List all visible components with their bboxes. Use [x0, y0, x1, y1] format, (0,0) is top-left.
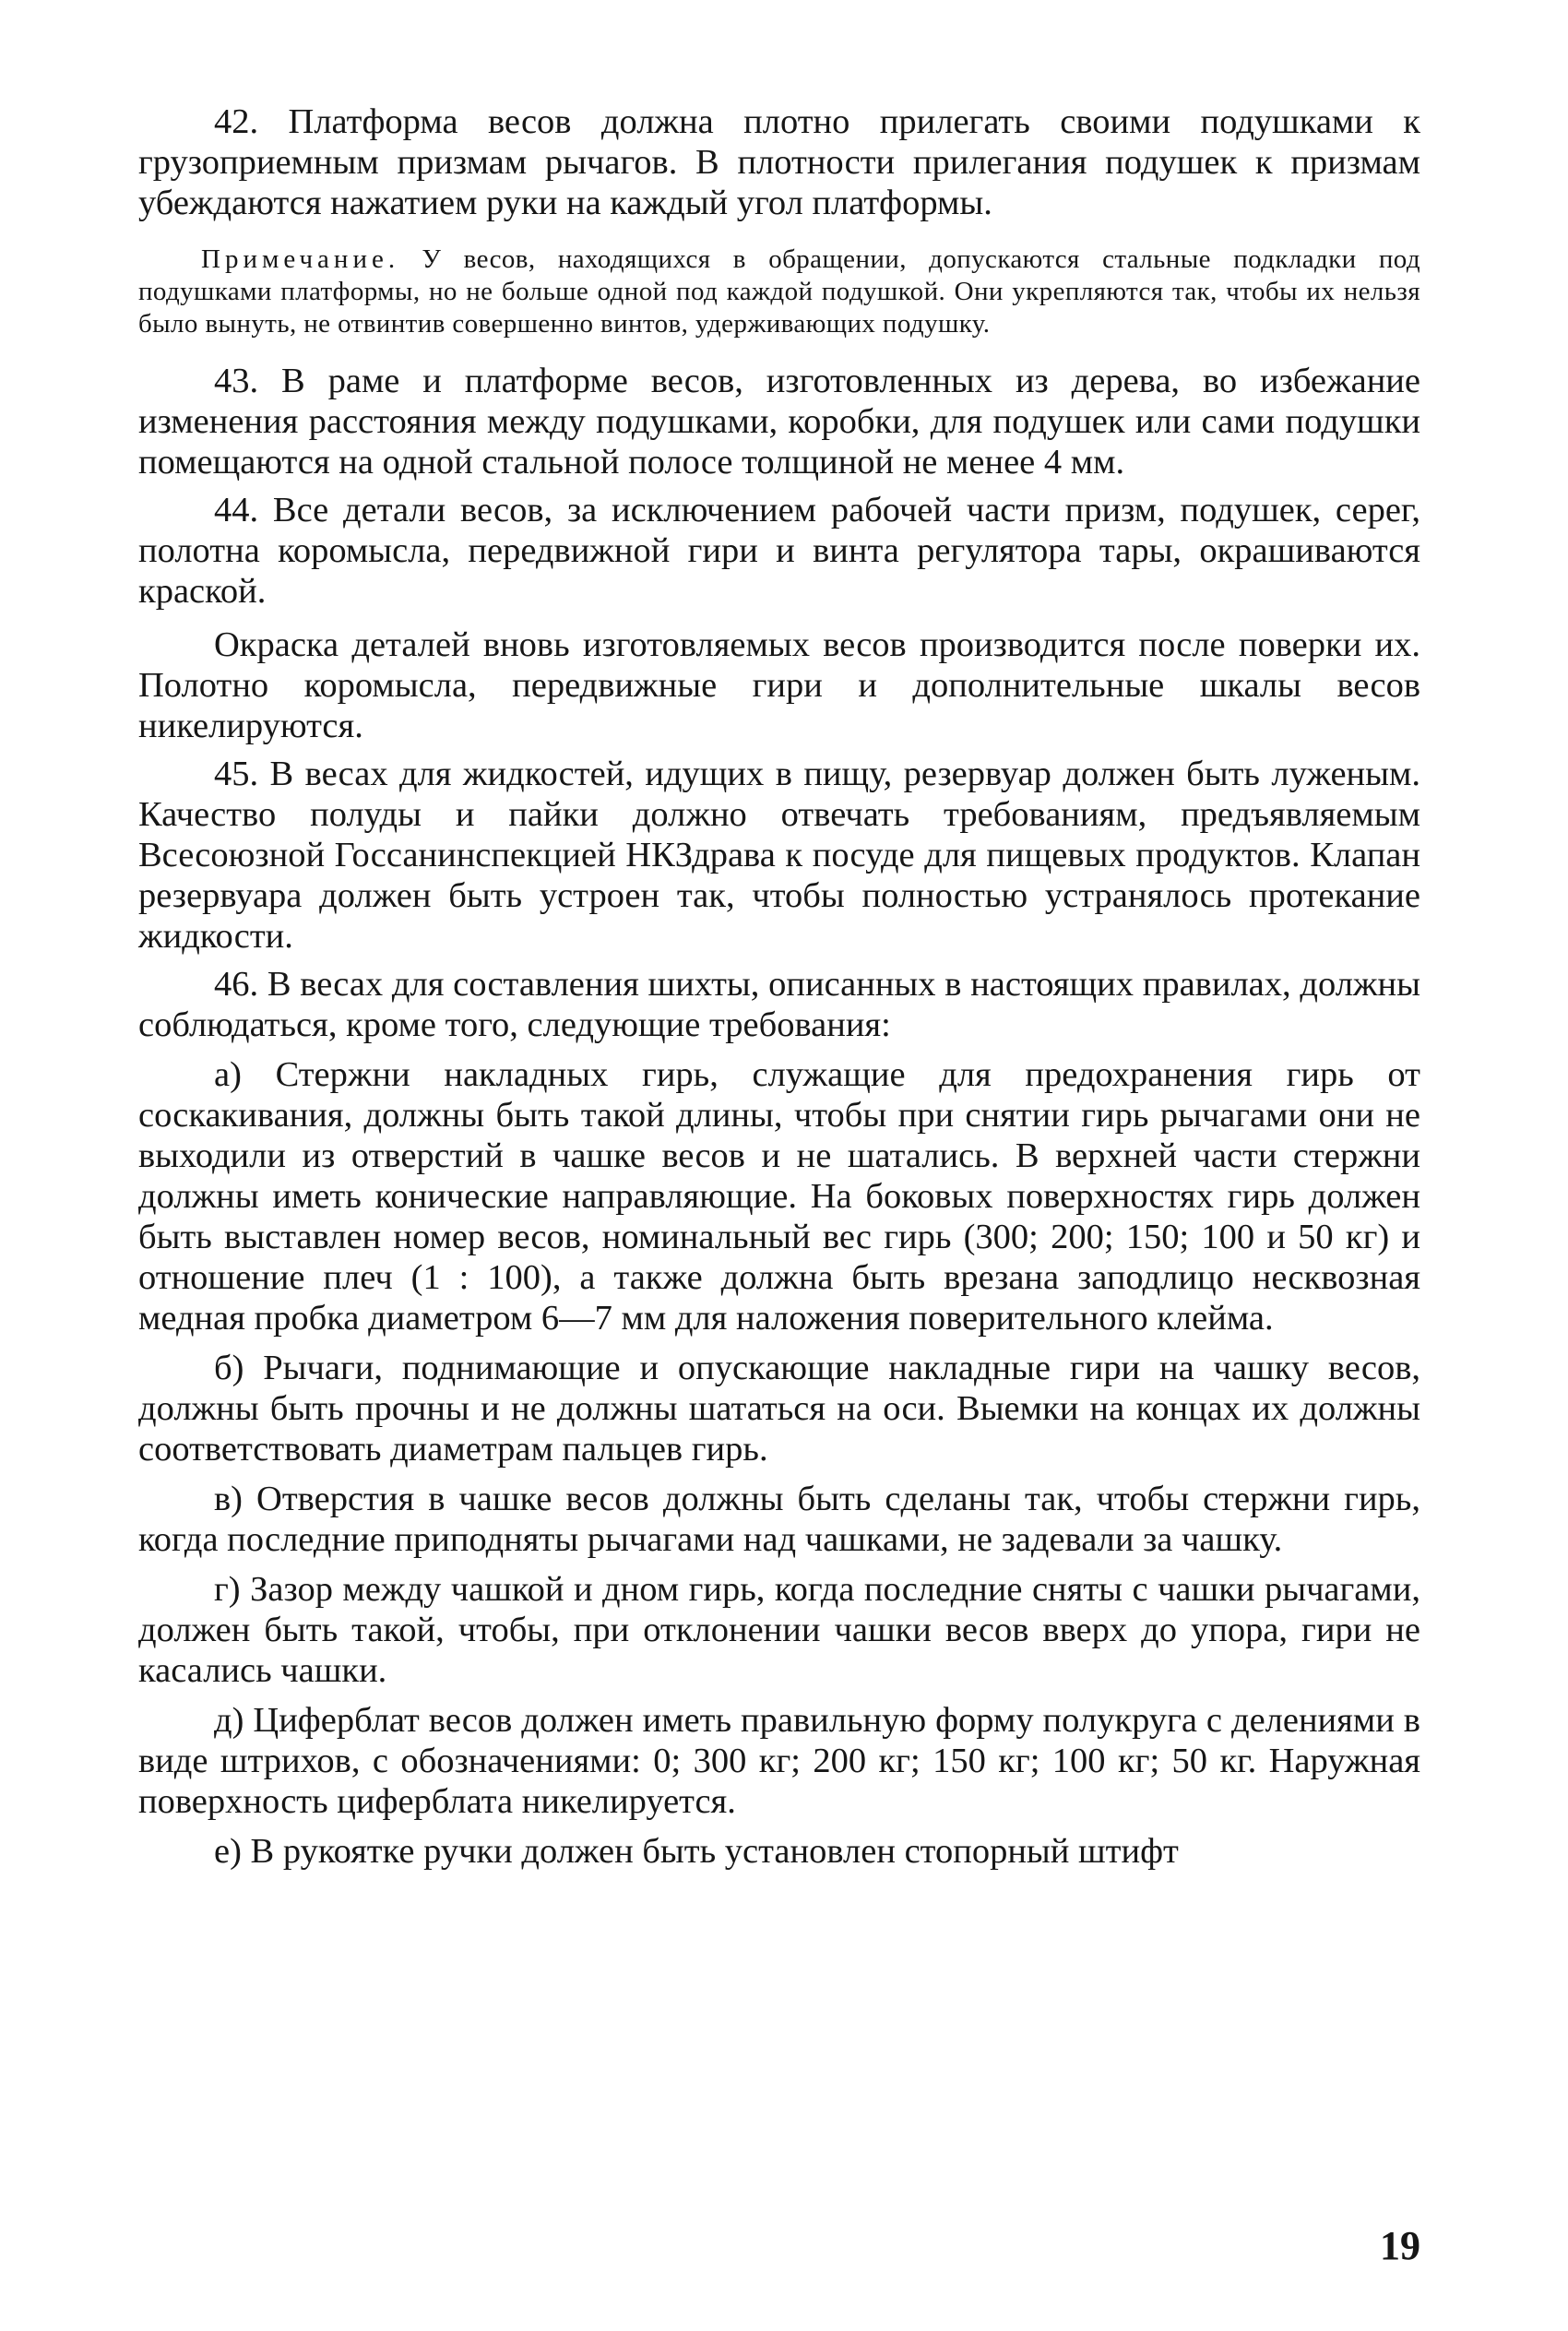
- note: [138, 244, 1420, 340]
- paragraph-45: 45. В весах для жидкостей, идущих в пищу, резервуар должен быть луженым. Качество полуды и пайки должно отвечать требованиям, предъявляемым Всесоюзной Госсанинспекцией НКЗдрава к посуде для пищевых продуктов. Клапан резервуара должен быть устроен так, чтобы полностью устранялось протекание жидкости.: [138, 755, 1420, 956]
- paragraph-43: 43. В раме и платформе весов, изготовленных из дерева, во избежание изменения расстояния между подушками, коробки, для подушек или сами подушки помещаются на одной стальной полосе толщиной не менее 4 мм.: [138, 362, 1420, 482]
- paragraph-46: 46. В весах для составления шихты, описанных в настоящих правилах, должны соблюдаться, кроме того, следующие требования:: [138, 965, 1420, 1044]
- paragraph-46-e: д) Циферблат весов должен иметь правильную форму полукруга с делениями в виде штрихов, с обозначениями: 0; 300 кг; 200 кг; 150 кг; 100 кг; 50 кг. Наружная поверхность циферблата никелируется.: [138, 1701, 1420, 1821]
- paragraph-46-f: е) В рукоятке ручки должен быть установлен стопорный штифт: [214, 1832, 1179, 1871]
- paragraph-44: 44. Все детали весов, за исключением рабочей части призм, подушек, серег, полотна коромысла, передвижной гири и винта регулятора тары, окрашиваются краской.: [138, 491, 1420, 611]
- paragraph-46-a: а) Стержни накладных гирь, служащие для предохранения гирь от соскакивания, должны быть такой длины, чтобы при снятии гирь рычагами они не выходили из отверстий в чашке весов и не шатались. В верхней части стержни должны иметь конические направляющие. На боковых поверхностях гирь должен быть выставлен номер весов, номинальный вес гирь (300; 200; 150; 100 и 50 кг) и отношение плеч (1 : 100), а также должна быть врезана заподлицо несквозная медная пробка диаметром 6—7 мм для наложения поверительного клейма.: [138, 1055, 1420, 1338]
- note-text: У весов, находящихся в обращении, допускаются стальные подкладки под подушками платформы, но не больше одной под каждой подушкой. Они укрепляются так, чтобы их нельзя было вынуть, не отвинтив совершенно винтов, удерживающих подушку.: [138, 244, 1420, 339]
- paragraph-46-b: б) Рычаги, поднимающие и опускающие накладные гири на чашку весов, должны быть прочны и не должны шататься на оси. Выемки на концах их должны соответствовать диаметрам пальцев гирь.: [138, 1349, 1420, 1469]
- paragraph-46-d: г) Зазор между чашкой и дном гирь, когда последние сняты с чашки рычагами, должен быть такой, чтобы, при отклонении чашки весов вверх до упора, гири не касались чашки.: [138, 1570, 1420, 1690]
- paragraph-42: 42. Платформа весов должна плотно прилегать своими подушками к грузоприемным призмам рычагов. В плотности прилегания подушек к призмам убеждаются нажатием руки на каждый угол платформы.: [138, 102, 1420, 222]
- book-page: [138, 101, 1420, 2297]
- paragraph-46-c: в) Отверстия в чашке весов должны быть сделаны так, чтобы стержни гирь, когда последние приподняты рычагами над чашками, не задевали за чашку.: [138, 1480, 1420, 1559]
- paragraph-44-continued: Окраска деталей вновь изготовляемых весов производится после поверки их. Полотно коромысла, передвижные гири и дополнительные шкалы весов никелируются.: [138, 625, 1420, 745]
- note-label: Примечание.: [201, 244, 400, 274]
- page-number: 19: [1380, 2223, 1420, 2268]
